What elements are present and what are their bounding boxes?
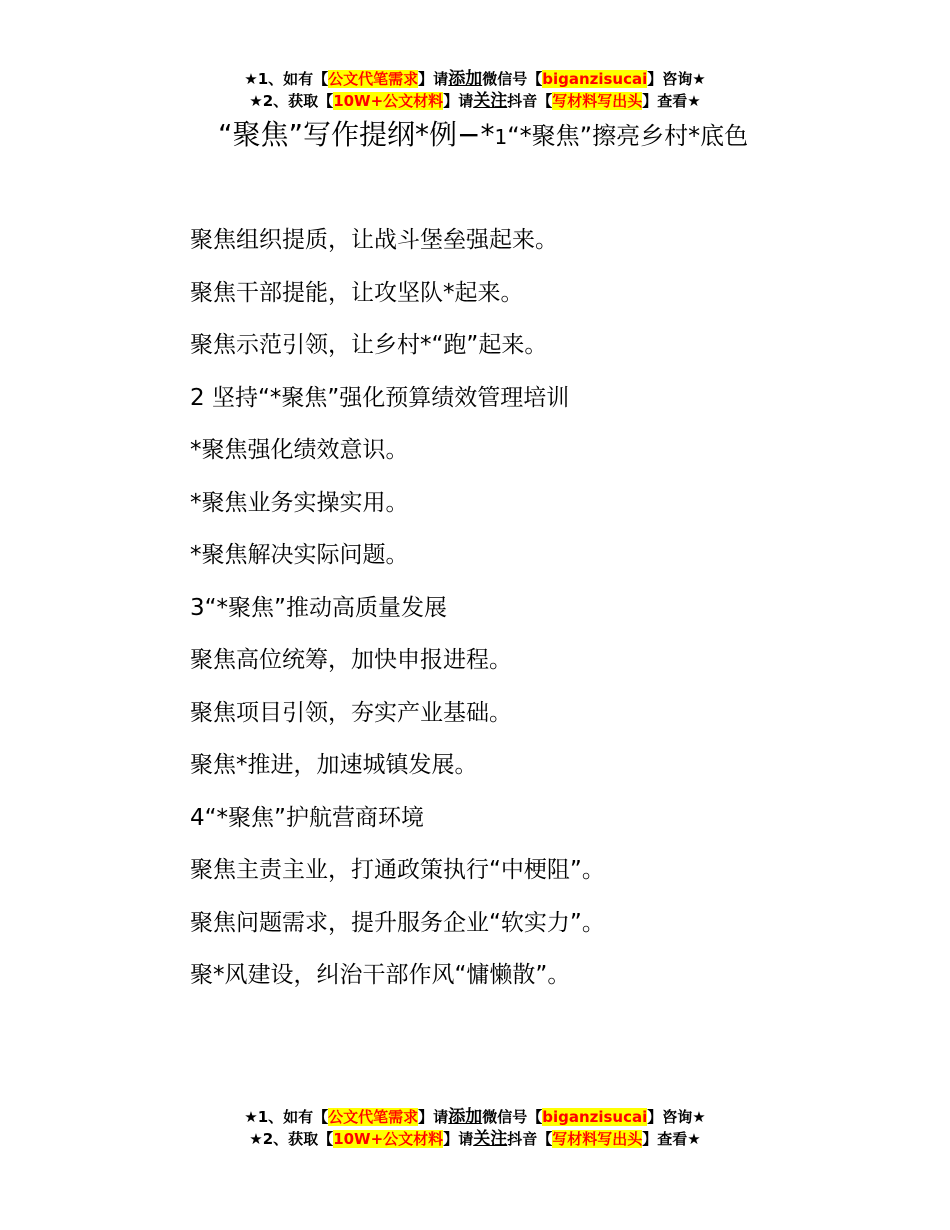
paragraph: 聚焦*推进，加速城镇发展。 bbox=[190, 752, 478, 778]
banner-text: ★1、如有【 bbox=[244, 1108, 329, 1126]
paragraph: *聚焦业务实操实用。 bbox=[190, 489, 409, 516]
banner-highlight: 写材料写出头 bbox=[552, 92, 643, 110]
banner-text: ★2、获取【 bbox=[249, 92, 334, 110]
paragraph: 聚焦项目引领，夯实产业基础。 bbox=[190, 699, 512, 726]
banner-text: 】咨询★ bbox=[647, 1108, 706, 1126]
banner-highlight: 写材料写出头 bbox=[552, 1130, 643, 1148]
paragraph: *聚焦强化绩效意识。 bbox=[190, 437, 409, 463]
banner-line-1 bbox=[0, 68, 950, 90]
footer-banner bbox=[0, 1106, 950, 1150]
banner-text: 】咨询★ bbox=[647, 70, 706, 88]
title-main: “聚焦”写作提纲*例−* bbox=[218, 118, 495, 151]
banner-line-1 bbox=[0, 1106, 950, 1128]
banner-text: 】查看★ bbox=[642, 92, 701, 110]
title-sub-number: 1 bbox=[494, 125, 508, 149]
banner-text: 】请 bbox=[418, 70, 449, 88]
banner-text: ★1、如有【 bbox=[244, 70, 329, 88]
section-heading: 3“*聚焦”推动高质量发展 bbox=[190, 594, 447, 621]
banner-text: 抖音【 bbox=[507, 1130, 553, 1148]
banner-text: 】请 bbox=[443, 1130, 474, 1148]
document-body bbox=[190, 214, 840, 1002]
banner-line-2 bbox=[0, 1128, 950, 1150]
banner-highlight: biganzisucai bbox=[542, 1108, 648, 1126]
title-sub-text: “*聚焦”擦亮乡村*底色 bbox=[507, 122, 749, 150]
paragraph: 聚焦干部提能，让攻坚队*起来。 bbox=[190, 279, 524, 306]
banner-highlight: 10W+公文材料 bbox=[333, 92, 444, 110]
section-heading: 4“*聚焦”护航营商环境 bbox=[190, 804, 424, 831]
banner-underline: 关注 bbox=[473, 91, 508, 111]
banner-highlight: 公文代笔需求 bbox=[328, 1108, 419, 1126]
paragraph: 聚焦示范引领，让乡村*“跑”起来。 bbox=[190, 332, 548, 358]
section-heading: 2 坚持“*聚焦”强化预算绩效管理培训 bbox=[190, 384, 570, 411]
paragraph: 聚焦主责主业，打通政策执行“中梗阻”。 bbox=[190, 857, 605, 883]
banner-highlight: 公文代笔需求 bbox=[328, 70, 419, 88]
banner-text: ★2、获取【 bbox=[249, 1130, 334, 1148]
paragraph: 聚*风建设，纠治干部作风“慵懒散”。 bbox=[190, 962, 571, 988]
banner-text: 】查看★ bbox=[642, 1130, 701, 1148]
paragraph: 聚焦问题需求，提升服务企业“软实力”。 bbox=[190, 909, 605, 936]
banner-text: 】请 bbox=[418, 1108, 449, 1126]
paragraph: 聚焦组织提质，让战斗堡垒强起来。 bbox=[190, 227, 558, 253]
banner-text: 微信号【 bbox=[482, 70, 543, 88]
banner-underline: 关注 bbox=[473, 1129, 508, 1149]
banner-highlight: 10W+公文材料 bbox=[333, 1130, 444, 1148]
banner-underline: 添加 bbox=[448, 1107, 483, 1127]
banner-underline: 添加 bbox=[448, 69, 483, 89]
banner-highlight: biganzisucai bbox=[542, 70, 648, 88]
header-banner bbox=[0, 68, 950, 112]
title-subtitle bbox=[494, 122, 748, 150]
banner-text: 抖音【 bbox=[507, 92, 553, 110]
banner-line-2 bbox=[0, 90, 950, 112]
document-title bbox=[140, 112, 830, 160]
banner-text: 微信号【 bbox=[482, 1108, 543, 1126]
paragraph: *聚焦解决实际问题。 bbox=[190, 542, 409, 568]
banner-text: 】请 bbox=[443, 92, 474, 110]
paragraph: 聚焦高位统筹，加快申报进程。 bbox=[190, 647, 512, 673]
